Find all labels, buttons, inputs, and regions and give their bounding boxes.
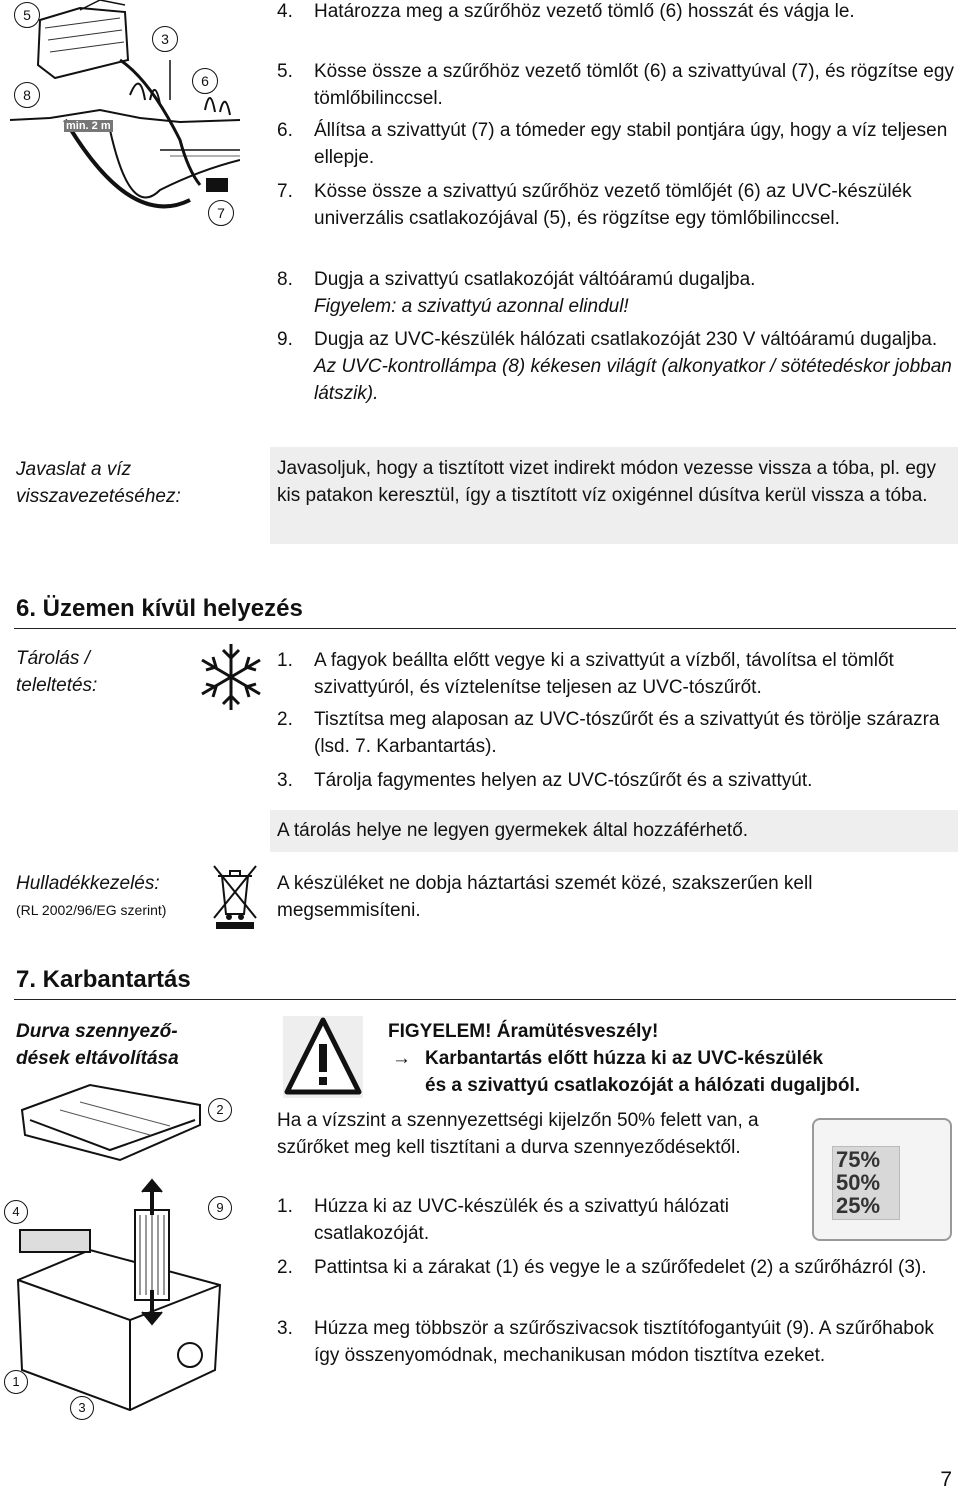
- divider: [14, 628, 956, 629]
- list-item: 2. Tisztítsa meg alaposan az UVC-tószűrőt és a szivattyút és törölje szárazra (lsd. 7. Karbantartás).: [277, 709, 940, 757]
- list-item: 3. Tárolja fagymentes helyen az UVC-tószűrőt és a szivattyút.: [277, 770, 813, 791]
- storage-label: Tárolás / teleltetés:: [16, 648, 98, 696]
- callout-5: 5: [14, 2, 40, 28]
- coarse-dirt-label: Durva szennyező-dések eltávolítása: [16, 1021, 179, 1069]
- lamp-note: Az UVC-kontrollámpa (8) kékesen világít (alkonyatkor / sötétedéskor jobban látszik).: [314, 356, 952, 404]
- list-item: 8. Dugja a szivattyú csatlakozóját váltóáramú dugaljba. Figyelem: a szivattyú azonnal elindul!: [277, 266, 957, 320]
- list-item: 2. Pattintsa ki a zárakat (1) és vegye le a szűrőfedelet (2) a szűrőházról (3).: [277, 1257, 927, 1278]
- list-item: 9. Dugja az UVC-készülék hálózati csatlakozóját 230 V váltóáramú dugaljba. Az UVC-kontrollámpa (8) kékesen világít (alkonyatkor / sötétedéskor jobban látszik).: [277, 326, 957, 407]
- level-25: 25%: [836, 1193, 881, 1218]
- callout-6: 6: [192, 68, 218, 94]
- attention-note: Figyelem: a szivattyú azonnal elindul!: [314, 296, 629, 317]
- divider: [14, 999, 956, 1000]
- list-item: 7. Kösse össze a szivattyú szűrőhöz vezető tömlőjét (6) az UVC-készülék univerzális csatlakozójával (5), és rögzítse egy tömlőbilinccsel.: [277, 181, 912, 229]
- return-text: Javasoljuk, hogy a tisztított vizet indirekt módon vezesse vissza a tóba, pl. egy kis patakon keresztül, így a tisztított víz oxigénnel dúsítva kerül vissza a tóba.: [270, 447, 958, 544]
- warning-line-1: Karbantartás előtt húzza ki az UVC-készülék: [425, 1048, 824, 1069]
- disposal-text: A készüléket ne dobja háztartási szemét közé, szakszerűen kell megsemmisíteni.: [277, 873, 813, 921]
- callout-3: 3: [152, 26, 178, 52]
- disposal-label: Hulladékkezelés:: [16, 873, 160, 894]
- disposal-sub: (RL 2002/96/EG szerint): [16, 902, 167, 918]
- callout-7: 7: [208, 200, 234, 226]
- callout-4: 4: [4, 1200, 28, 1224]
- return-label: Javaslat a víz visszavezetéséhez:: [16, 459, 181, 507]
- arrow-icon: →: [392, 1048, 411, 1069]
- callout-8: 8: [14, 82, 40, 108]
- list-item: 3. Húzza meg többször a szűrőszivacsok tisztítófogantyúit (9). A szűrőhabok így összenyomódnak, mechanikusan módon tisztítva ezeket.: [277, 1318, 934, 1366]
- intro-text: Ha a vízszint a szennyezettségi kijelzőn 50% felett van, a szűrőket meg kell tisztítani a durva szennyeződésektől.: [277, 1110, 759, 1158]
- section-6-title: 6. Üzemen kívül helyezés: [16, 595, 303, 622]
- callout-1: 1: [4, 1370, 28, 1394]
- list-item: 1. A fagyok beállta előtt vegye ki a szivattyút a vízből, távolítsa el tömlőt szivattyúról, és víztelenítse teljesen az UVC-tószűrőt.: [277, 650, 894, 698]
- snowflake-icon: [196, 640, 266, 714]
- filter-maintenance-figure: [0, 1080, 245, 1420]
- section-7-title: 7. Karbantartás: [16, 966, 191, 993]
- level-75: 75%: [836, 1147, 881, 1172]
- storage-note: A tárolás helye ne legyen gyermekek által hozzáférhető.: [270, 810, 958, 852]
- pond-installation-figure: [10, 0, 240, 225]
- list-item: 1. Húzza ki az UVC-készülék és a szivattyú hálózati csatlakozóját.: [277, 1196, 729, 1244]
- depth-label: min. 2 m: [66, 120, 111, 132]
- warning-line-2: és a szivattyú csatlakozóját a hálózati dugaljból.: [425, 1075, 861, 1096]
- crossed-bin-icon: [210, 862, 260, 930]
- list-item: 4. Határozza meg a szűrőhöz vezető tömlő (6) hosszát és vágja le.: [277, 1, 855, 22]
- callout-9: 9: [208, 1196, 232, 1220]
- warning-title: FIGYELEM! Áramütésveszély!: [388, 1021, 659, 1042]
- level-50: 50%: [836, 1170, 881, 1195]
- list-item: 5. Kösse össze a szűrőhöz vezető tömlőt (6) a szivattyúval (7), és rögzítse egy tömlőbilinccsel.: [277, 61, 954, 109]
- callout-2: 2: [208, 1098, 232, 1122]
- page-number: 7: [940, 1468, 952, 1491]
- list-item: 6. Állítsa a szivattyút (7) a tómeder egy stabil pontjára úgy, hogy a víz teljesen ellepje.: [277, 120, 948, 168]
- warning-icon: [283, 1016, 363, 1098]
- level-indicator: [812, 1118, 952, 1241]
- callout-3: 3: [70, 1396, 94, 1420]
